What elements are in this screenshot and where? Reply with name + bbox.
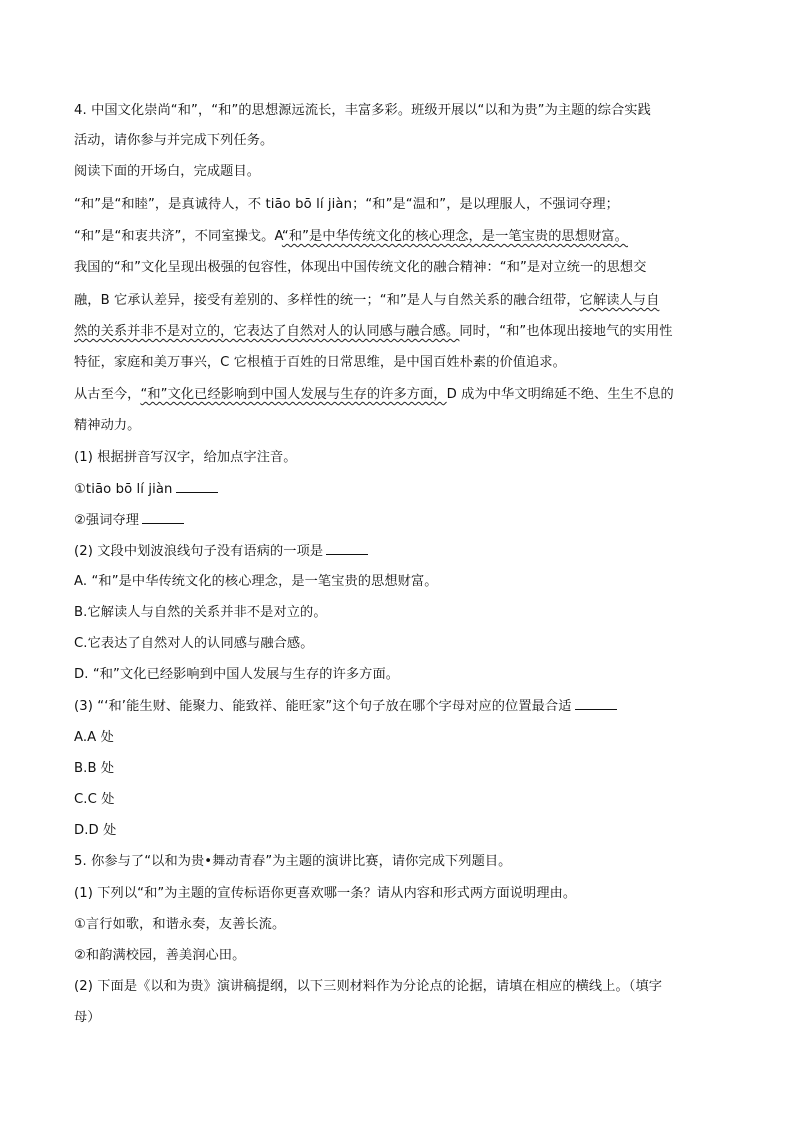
wavy-sentence-d: “和”文化已经影响到中国人发展与生存的许多方面，: [140, 387, 447, 402]
subquestion-1-item-b: ②强词夺理: [74, 510, 184, 530]
slogan-2: ②和韵满校园，善美润心田。: [74, 948, 246, 963]
option-2a: A. “和”是中华传统文化的核心理念，是一笔宝贵的思想财富。: [74, 574, 438, 589]
passage-line: “和”是“和睦”，是真诚待人，不 tiāo bō lí jiàn；“和”是“温和”，是以理服人，不强词夺理；: [74, 197, 619, 212]
passage-line: 特征，家庭和美万事兴，C 它根植于百姓的日常思维，是中国百姓朴素的价值追求。: [74, 355, 566, 370]
reading-instruction: 阅读下面的开场白，完成题目。: [74, 164, 261, 179]
option-2d: D. “和”文化已经影响到中国人发展与生存的许多方面。: [74, 667, 400, 682]
passage-line: 精神动力。: [74, 418, 141, 433]
q5-subquestion-2-cont: 母）: [74, 1010, 101, 1025]
option-3b: B.B 处: [74, 761, 115, 776]
option-2c: C.它表达了自然对人的认同感与融合感。: [74, 636, 314, 651]
subquestion-1: (1) 根据拼音写汉字，给加点字注音。: [74, 450, 297, 465]
option-3c: C.C 处: [74, 792, 115, 807]
answer-blank[interactable]: [142, 510, 184, 524]
option-2b: B.它解读人与自然的关系并非不是对立的。: [74, 605, 327, 620]
slogan-1: ①言行如歌，和谐永奏，友善长流。: [74, 917, 286, 932]
passage-line: 融，B 它承认差异，接受有差别的、多样性的统一；“和”是人与自然关系的融合纽带，它解读人与自: [74, 293, 660, 308]
subquestion-2: (2) 文段中划波浪线句子没有语病的一项是: [74, 541, 368, 561]
subquestion-3: (3) “‘和’能生财、能聚力、能致祥、能旺家”这个句子放在哪个字母对应的位置最合适: [74, 696, 617, 716]
answer-blank[interactable]: [575, 696, 617, 710]
option-3a: A.A 处: [74, 730, 114, 745]
passage-line: 从古至今，“和”文化已经影响到中国人发展与生存的许多方面，D 成为中华文明绵延不绝、生生不息的: [74, 387, 674, 402]
passage-line: “和”是“和衷共济”，不同室操戈。A“和”是中华传统文化的核心理念，是一笔宝贵的思想财富。: [74, 229, 628, 244]
wavy-sentence-a: “和”是中华传统文化的核心理念，是一笔宝贵的思想财富。: [281, 229, 628, 244]
answer-blank[interactable]: [176, 479, 218, 493]
question-4-stem-cont: 活动，请你参与并完成下列任务。: [74, 133, 274, 148]
passage-line: 然的关系并非不是对立的，它表达了自然对人的认同感与融合感。同时，“和”也体现出接地气的实用性: [74, 324, 673, 339]
question-4-stem: 4. 中国文化崇尚“和”，“和”的思想源远流长，丰富多彩。班级开展以“以和为贵”为主题的综合实践: [74, 103, 651, 118]
subquestion-1-item-a: ①tiāo bō lí jiàn: [74, 479, 218, 499]
wavy-sentence-b: 它解读人与自: [579, 293, 660, 308]
option-3d: D.D 处: [74, 823, 117, 838]
answer-blank[interactable]: [326, 541, 368, 555]
question-5-stem: 5. 你参与了“以和为贵•舞动青春”为主题的演讲比赛，请你完成下列题目。: [74, 854, 512, 869]
q5-subquestion-2: (2) 下面是《以和为贵》演讲稿提纲，以下三则材料作为分论点的论据，请填在相应的横线上。（填字: [74, 979, 663, 994]
wavy-sentence-b-cont: 然的关系并非不是对立的，它表达了自然对人的认同感与融合感。: [74, 324, 460, 339]
passage-line: 我国的“和”文化呈现出极强的包容性，体现出中国传统文化的融合精神：“和”是对立统一的思想交: [74, 260, 647, 275]
q5-subquestion-1: (1) 下列以“和”为主题的宣传标语你更喜欢哪一条？请从内容和形式两方面说明理由。: [74, 886, 577, 901]
